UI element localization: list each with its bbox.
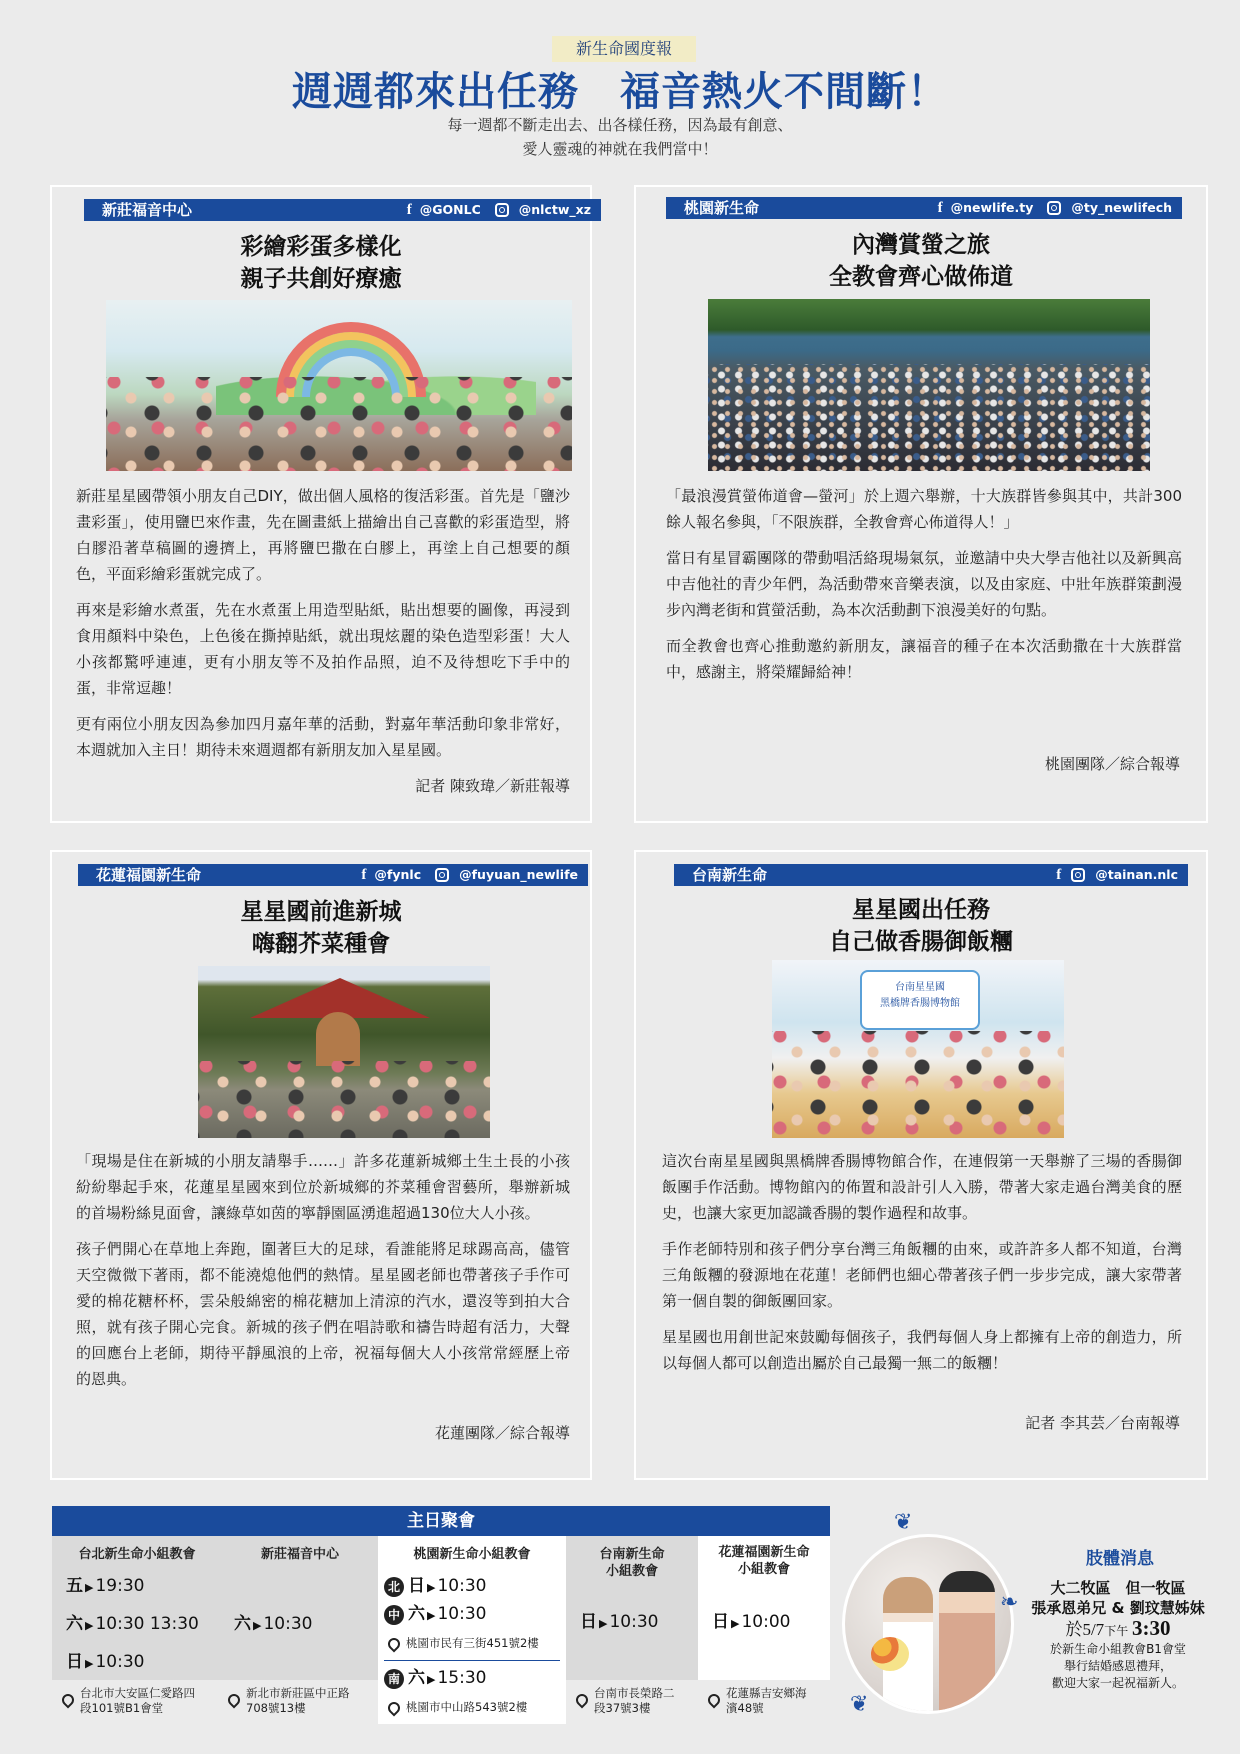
article-body [76,483,570,773]
article-body [666,483,1182,695]
group-people [198,1061,490,1138]
bouquet [871,1637,909,1671]
article-photo [198,966,490,1138]
instagram-icon [1047,201,1061,215]
page-headline: 週週都來出任務 福音熱火不間斷！ [292,69,948,115]
divider [384,1660,560,1661]
article-title [52,231,590,295]
news-line-5: 舉行結婚感恩禮拜， [1063,1659,1172,1673]
social-handles [407,199,591,221]
paragraph: 而全教會也齊心推動邀約新朋友，讓福音的種子在本次活動撒在十大族群當中，感謝主，將榮耀歸給神！ [666,637,1182,681]
floral-vine-icon: ❦ [894,1510,913,1535]
service-time: 五 ▶ 19:30 [66,1576,145,1596]
service-time: 六 ▶ 10:30 [234,1614,313,1634]
facebook-handle[interactable]: @newlife.ty [950,200,1034,215]
subline-1: 每一週都不斷走出去、出各樣任務，因為最有創意、 [447,116,793,134]
article-byline: 記者 陳致瑋／新莊報導 [415,777,570,795]
group-children [772,1031,1064,1138]
floral-vine-icon: ❦ [850,1692,869,1717]
facebook-icon: f [361,867,367,883]
church-name: 花蓮福園新生命 [96,866,202,884]
instagram-icon [435,868,449,882]
title-line-2: 自己做香腸御飯糰 [829,929,1013,955]
article-card-hualien [50,850,592,1480]
article-byline: 記者 李其芸／台南報導 [1025,1414,1180,1432]
address-taipei: 台北市大安區仁愛路四 段101號B1會堂 [80,1686,195,1715]
social-handles [361,864,578,886]
article-byline: 花蓮團隊／綜合報導 [434,1424,570,1442]
church-bar [84,199,601,221]
schedule-col-taoyuan [378,1536,566,1724]
paragraph: 星星國也用創世記來鼓勵每個孩子，我們每個人身上都擁有上帝的創造力，所以每個人都可以創造出屬於自己最獨一無二的飯糰！ [662,1328,1182,1372]
article-byline: 桃園團隊／綜合報導 [1044,755,1180,773]
title-line-1: 星星國出任務 [852,897,990,923]
service-time-mid: 中 六 ▶ 10:30 [384,1604,486,1626]
location-pin-icon [60,1692,77,1709]
address-row [698,1680,830,1724]
church-name-hualien: 花蓮福園新生命 小組教會 [718,1545,810,1577]
service-time-south: 南 六 ▶ 15:30 [384,1668,486,1690]
banner-line-1: 台南星星國 [895,982,945,993]
article-body [662,1148,1182,1386]
paragraph: 更有兩位小朋友因為參加四月嘉年華的活動，對嘉年華活動印象非常好，本週就加入主日！期待未來週週都有新朋友加入星星國。 [76,715,570,759]
service-time: 日 ▶ 10:30 [580,1612,659,1632]
crowd-people [708,364,1150,471]
location-pin-icon [574,1692,591,1709]
news-title: 肢體消息 [1086,1549,1154,1569]
groom-figure [939,1571,995,1714]
instagram-icon [1071,868,1085,882]
paragraph: 「最浪漫賞螢佈道會—螢河」於上週六舉辦，十大族群皆參與其中，共計300餘人報名參與，「不限族群，全教會齊心佈道得人！」 [666,487,1182,531]
south-badge: 南 [384,1669,404,1689]
church-bar [674,864,1188,886]
wedding-announcement [1018,1578,1218,1692]
article-title [636,229,1206,293]
title-line-1: 星星國前進新城 [240,899,402,925]
church-bar [78,864,588,886]
address-taoyuan-1: 桃園市民有三街451號2樓 [406,1636,539,1650]
paragraph: 手作老師特別和孩子們分享台灣三角飯糰的由來，或許許多人都不知道，台灣三角飯糰的發源地在花蓮！老師們也細心帶著孩子們一步步完成，讓大家帶著第一個自製的御飯團回家。 [662,1240,1182,1310]
address-row [52,1680,378,1724]
church-name: 台南新生命 [692,866,768,884]
social-handles [938,197,1172,219]
mid-badge: 中 [384,1605,404,1625]
article-title [636,894,1206,958]
subline-2: 愛人靈魂的神就在我們當中！ [522,140,718,158]
article-card-xinzhuang [50,185,592,823]
page-subline [0,113,1240,161]
instagram-handle[interactable]: @nlctw_xz [518,202,591,217]
title-line-1: 彩繪彩蛋多樣化 [240,234,402,260]
facebook-handle[interactable]: @fynlc [374,867,422,882]
church-name-tainan: 台南新生命 小組教會 [599,1547,665,1579]
north-badge: 北 [384,1577,404,1597]
service-time: 六 ▶ 10:30 13:30 [66,1614,199,1634]
article-photo [708,299,1150,471]
paragraph: 這次台南星星國與黑橋牌香腸博物館合作，在連假第一天舉辦了三場的香腸御飯團手作活動。博物館內的佈置和設計引人入勝，帶著大家走過台灣美食的歷史，也讓大家更加認識香腸的製作過程和故事。 [662,1152,1182,1222]
paragraph: 新莊星星國帶領小朋友自己DIY，做出個人風格的復活彩蛋。首先是「鹽沙畫彩蛋」，使用鹽巴來作畫，先在圖畫紙上描繪出自己喜歡的彩蛋造型，將白膠沿著草稿圖的邊擠上，再將鹽巴撒在白膠上，再塗上自己想要的顏色，平面彩繪彩蛋就完成了。 [76,487,570,583]
title-line-2: 全教會齊心做佈道 [829,264,1013,290]
banner-line-2: 黑橋牌香腸博物館 [880,998,960,1009]
paragraph: 當日有星冒霸團隊的帶動唱活絡現場氣氛，並邀請中央大學吉他社以及新興高中吉他社的青少年們，為活動帶來音樂表演，以及由家庭、中壯年族群策劃漫步內灣老街和賞螢活動，為本次活動劃下浪漫美好的句點。 [666,549,1182,619]
schedule-title: 主日聚會 [52,1506,830,1536]
paragraph: 「現場是住在新城的小朋友請舉手……」許多花蓮新城鄉土生土長的小孩紛紛舉起手來，花蓮星星國來到位於新城鄉的芥菜種會習藝所，舉辦新城的首場粉絲見面會，讓綠草如茵的寧靜園區湧進超過130位大人小孩。 [76,1152,570,1222]
masthead [0,0,1240,170]
location-pin-icon [706,1692,723,1709]
address-hualien: 花蓮縣吉安鄉海 濱48號 [726,1686,807,1715]
service-time: 日 ▶ 10:00 [712,1612,791,1632]
address-tainan: 台南市長榮路二 段37號3樓 [594,1686,675,1715]
museum-banner [860,970,980,1030]
news-line-4: 於新生命小組教會B1會堂 [1050,1642,1186,1656]
article-card-taoyuan [634,185,1208,823]
article-card-tainan [634,850,1208,1480]
paragraph: 再來是彩繪水煮蛋，先在水煮蛋上用造型貼紙，貼出想要的圖像，再浸到食用顏料中染色，上色後在撕掉貼紙，就出現炫麗的染色造型彩蛋！大人小孩都驚呼連連，更有小朋友等不及拍作品照，迫不及待想吃下手中的蛋，非常逗趣！ [76,601,570,697]
floral-vine-icon: ❧ [1000,1590,1019,1615]
title-line-2: 嗨翻芥菜種會 [252,931,390,957]
news-line-6: 歡迎大家一起祝福新人。 [1051,1676,1184,1690]
article-body [76,1148,570,1402]
instagram-icon [495,203,509,217]
facebook-icon: f [937,200,943,216]
church-name-taipei: 台北新生命小組教會 [78,1547,196,1562]
news-date: 於5/7下午 3:30 [1065,1616,1171,1640]
service-time-north: 北 日 ▶ 10:30 [384,1576,486,1598]
article-photo [772,960,1064,1138]
church-bar [666,197,1182,219]
wedding-photo [842,1534,1014,1714]
location-pin-icon [386,1700,403,1717]
location-pin-icon [386,1636,403,1653]
kicker-label: 新生命國度報 [552,36,696,62]
address-taoyuan-2: 桃園市中山路543號2樓 [406,1700,528,1714]
social-handles [1056,864,1178,886]
article-title [52,896,590,960]
location-pin-icon [226,1692,243,1709]
church-name-taoyuan: 桃園新生命小組教會 [413,1547,531,1562]
facebook-icon: f [406,202,412,218]
address-row [566,1680,698,1724]
church-name: 新莊福音中心 [102,201,193,219]
facebook-handle[interactable]: @GONLC [419,202,481,217]
instagram-handle[interactable]: @tainan.nlc [1095,867,1178,882]
instagram-handle[interactable]: @ty_newlifech [1071,200,1172,215]
group-people [106,377,572,471]
address-xinzhuang: 新北市新莊區中正路 708號13樓 [246,1686,350,1715]
instagram-handle[interactable]: @fuyuan_newlife [459,867,578,882]
news-line-1: 大二牧區 但一牧區 [1050,1579,1186,1597]
paragraph: 孩子們開心在草地上奔跑，圍著巨大的足球，看誰能將足球踢高高，儘管天空微微下著雨，都不能澆熄他們的熱情。星星國老師也帶著孩子手作可愛的棉花糖杯杯，雲朵般綿密的棉花糖加上清涼的汽水，還沒等到拍大合照，就有孩子開心完食。新城的孩子們在唱詩歌和禱告時超有活力，大聲的回應台上老師，期待平靜風浪的上帝，祝福每個大人小孩常常經歷上帝的恩典。 [76,1240,570,1388]
article-photo [106,300,572,471]
news-line-2: 張承恩弟兄 & 劉玟慧姊妹 [1031,1599,1205,1617]
service-time: 日 ▶ 10:30 [66,1652,145,1672]
church-door [316,1012,360,1066]
title-line-1: 內灣賞螢之旅 [852,232,990,258]
facebook-icon: f [1056,867,1062,883]
title-line-2: 親子共創好療癒 [240,266,402,292]
church-name: 桃園新生命 [684,199,760,217]
church-name-xinzhuang: 新莊福音中心 [260,1547,339,1562]
